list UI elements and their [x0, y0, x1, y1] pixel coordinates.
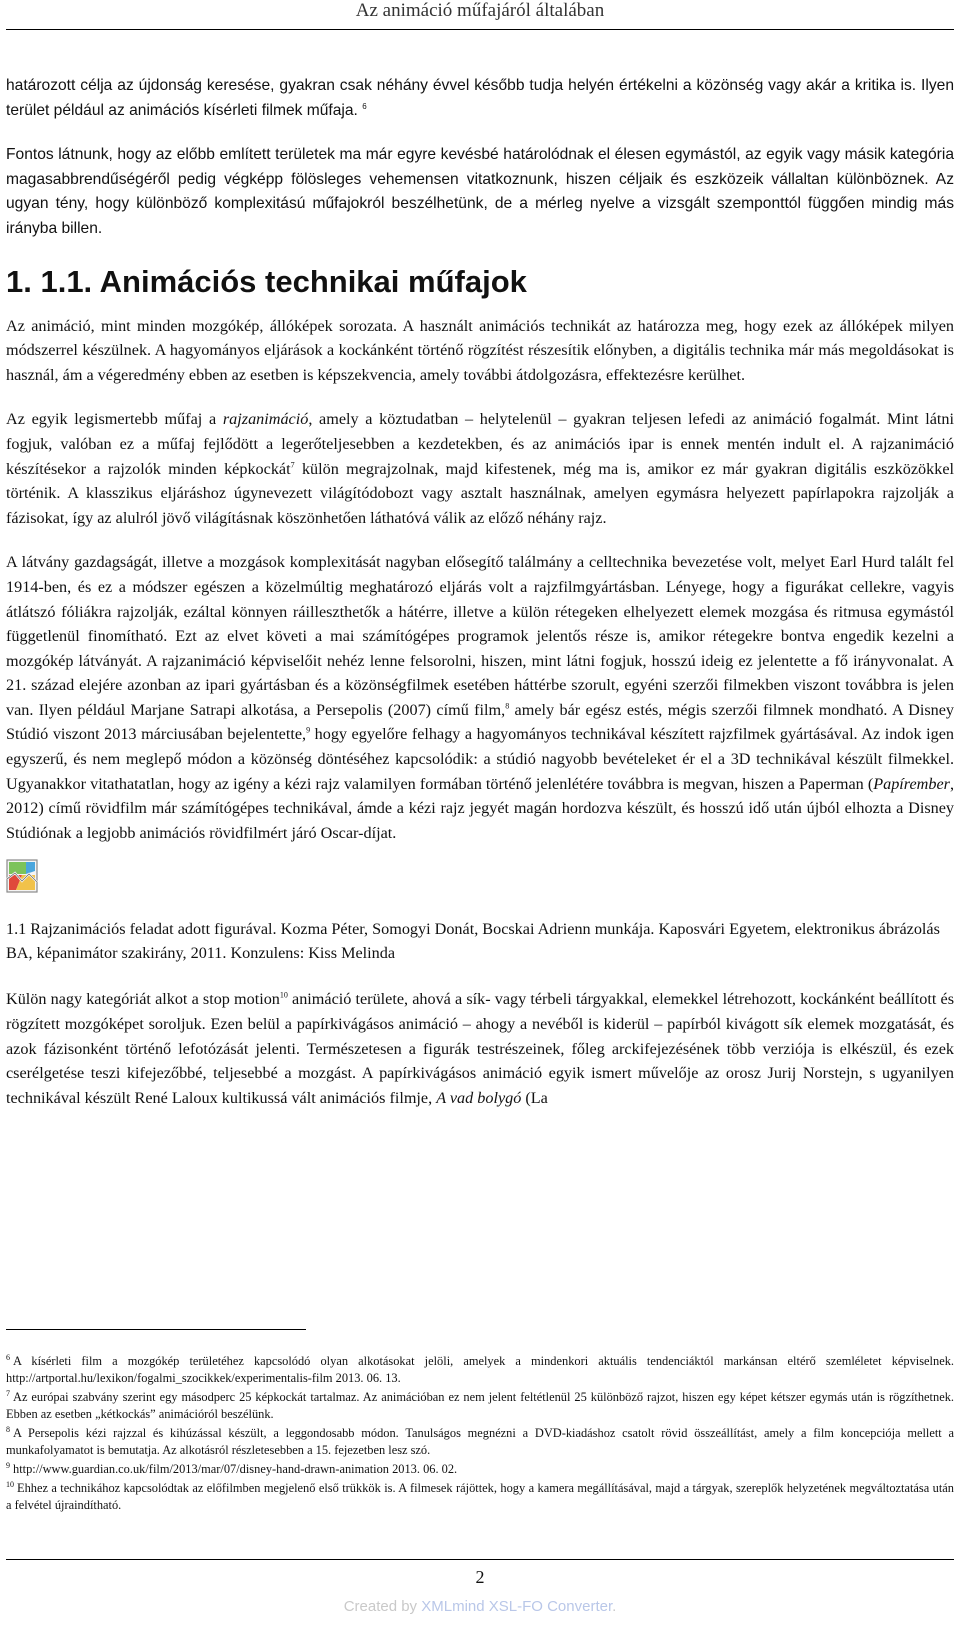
main-content	[6, 74, 954, 1110]
paragraph-3: Az animáció, mint minden mozgókép, állóképek sorozata. A használt animációs technikát az határozza meg, hogy ezek az állóképek milyen módszerrel készülnek. A hagyományos eljárások a kockánként történő rögzítést részesítik előnyben, a digitális technika már más megoldásokat is használ, ám a végeredmény ebben az esetben is képszekvencia, amely további átdolgozásra, effektezésre kerülhet.	[6, 316, 954, 384]
paragraph-5-text-b: amely bár egész estés, mégis szerzői filmnek mondható. A Disney Stúdió viszont 2013 márciusában bejelentette,	[6, 700, 954, 744]
footnote-text: Az európai szabvány szerint egy másodperc 25 képkockát tartalmaz. Az animációban ez nem jelent feltétlenül 25 különböző rajzot, hiszen egy képet kétszer egymás után is rögzíthetnek. Ebben az esetben „kétkockás” animációról beszélünk.	[6, 1390, 954, 1421]
credit-suffix: .	[612, 1598, 617, 1615]
paragraph-4-text-c: külön megrajzolnak, majd kifestenek, még ma is, amikor ez már gyakran digitális eszközökkel történik. A klasszikus eljáráshoz úgynevezett világítódobozt vagy asztalt használnak, amelyen egymásra helyezett papírlapokra rajzolják a fázisokat, így az alulról jövő világításnak köszönhetően láthatóvá válik az előző néhány rajz.	[6, 459, 954, 527]
credit-link[interactable]: XMLmind XSL-FO Converter	[421, 1598, 613, 1615]
page-number: 2	[475, 1567, 485, 1587]
footnote-text: A kísérleti film a mozgókép területéhez kapcsolódó olyan alkotásokat jelöli, amelyek a mindenkori aktuális tendenciáktól markánsan eltérő szemléletet képviselnek. http://artportal.hu/lexikon/fogalmi_szocikkek/experimentalis-film 2013. 06. 13.	[6, 1354, 954, 1385]
footnote-text: A Persepolis kézi rajzzal és kihúzással készült, a leggondosabb módon. Tanulságos megnézni a DVD-kiadáshoz csatolt rövid összeállítást, amely a film koncepciója mellett a munkafolyamatot is bemutatja. Az alkotásról részletesebben a 15. fejezetben lesz szó.	[6, 1426, 954, 1457]
paragraph-5	[6, 550, 954, 845]
footnote-ref-6[interactable]: 6	[362, 101, 367, 111]
paragraph-4-emphasis: rajzanimáció	[222, 410, 309, 429]
paragraph-4-text-b: , amely a köztudatban – helytelenül – gyakran teljesen lefedi az animáció fogalmát. Mint látni fogjuk, valóban ez a műfaj fejlődött a legerőteljesebben a kezdetekben, és az animációs ipar is ennek mentén indult el. A rajzanimáció készítésekor a rajzolók minden képkockát	[6, 410, 954, 478]
paragraph-4-text-a: Az egyik legismertebb műfaj a	[6, 410, 223, 429]
paragraph-1-text: határozott célja az újdonság keresése, gyakran csak néhány évvel később tudja helyén értékelni a közönség vagy akár a kritika is. Ilyen terület például az animációs kísérleti filmek műfaja.	[6, 77, 954, 119]
footnote-6	[6, 1353, 954, 1387]
paragraph-6	[6, 987, 954, 1110]
footnote-7	[6, 1389, 954, 1423]
paragraph-2: Fontos látnunk, hogy az előbb említett területek ma már egyre kevésbé határolódnak el élesen egymástól, az egyik vagy másik kategória magasabbrendűségéről pedig végképp fölösleges vehemensen vitatkoznunk, hiszen céljaik és eszközeik vállaltan különböznek. Az ugyan tény, hogy különböző komplexitású műfajokról beszélhetünk, de a mérleg nyelve a vizsgált szemponttól függően mindig más irányba billen.	[6, 146, 954, 237]
footnote-ref-7[interactable]: 7	[290, 460, 295, 470]
footer-rule	[6, 1559, 954, 1560]
broken-image-icon	[6, 859, 40, 895]
converter-credit	[0, 1598, 960, 1615]
footnote-number: 9	[6, 1460, 10, 1470]
footnote-separator	[6, 1329, 306, 1330]
footnote-9	[6, 1461, 954, 1478]
footnote-ref-8[interactable]: 8	[505, 701, 510, 711]
paragraph-5-text-d: , 2012) című rövidfilm már számítógépes technikával, ámde a kézi rajz jegyét magán hordozva készült, és hosszú idő után újból elhozta a Disney Stúdiónak a legjobb animációs rövidfilmért járó Oscar-díjat.	[6, 774, 954, 842]
figure-caption: 1.1 Rajzanimációs feladat adott figurával. Kozma Péter, Somogyi Donát, Bocskai Adrienn munkája. Kaposvári Egyetem, elektronikus ábrázolás BA, képanimátor szakirány, 2011. Konzulens: Kiss Melinda	[6, 920, 940, 963]
footnote-text[interactable]: http://www.guardian.co.uk/film/2013/mar/07/disney-hand-drawn-animation 2013. 06. 02.	[13, 1462, 458, 1476]
paragraph-6-text-a: Külön nagy kategóriát alkot a stop motion	[6, 990, 280, 1009]
footnote-number: 8	[6, 1424, 10, 1434]
paragraph-6-text-b: animáció területe, ahová a sík- vagy térbeli tárgyakkal, elemekkel létrehozott, kockánként beállított és rögzített mozgóképet soroljuk. Ezen belül a papírkivágásos animáció – ahogy a nevéből is kiderül – papírból kivágott sík elemek mozgatását, és azok fázisonként történő lefotózását jelenti. Természetesen a figurák testrészeinek, főleg arckifejezésének több verziója is elkészül, és ezek cserélgetése teszi kifejezőbbé, teljesebbé a mozgást. A papírkivágásos animáció egyik ismert művelője az orosz Jurij Norstejn, s ugyanilyen technikával készült René Laloux kultikussá vált animációs filmje,	[6, 990, 954, 1107]
running-header: Az animáció műfajáról általában	[355, 0, 605, 21]
footnote-number: 10	[6, 1479, 14, 1489]
footnote-number: 7	[6, 1388, 10, 1398]
footnote-8	[6, 1425, 954, 1459]
paragraph-6-text-c: (La	[521, 1088, 548, 1107]
paragraph-4	[6, 407, 954, 530]
paragraph-5-text-a: A látvány gazdagságát, illetve a mozgások komplexitását nagyban elősegítő találmány a celltechnika bevezetése volt, melyet Earl Hurd talált fel 1914-ben, és ez a módszer egészen a közelmúltig meghatározó eljárás volt a rajzfilmgyártásban. Lényege, hogy a figurákat cellekre, vagyis átlátszó fóliákra rajzolják, ezáltal könnyen ráilleszthetők a hátérre, illetve a külön rétegeken elhelyezett elemek mozgása és ritmusa egymástól függetlenül finomítható. Ezt az elvet követi a mai számítógépes programok jelentős része is, amikor rétegekre bontva engedik kezelni a mozgókép látványát. A rajzanimáció képviselőit nehéz lenne felsorolni, hiszen, mint látni fogjuk, hosszú ideig ez jelentette a fő irányvonalat. A 21. század elejére azonban az ipari gyártásban és a közönségfilmek esetében háttérbe szorult, egyéni szerzői filmekben viszont továbbra is jelen van. Ilyen például Marjane Satrapi alkotása, a Persepolis (2007) című film,	[6, 553, 954, 719]
footnote-number: 6	[6, 1352, 10, 1362]
footnote-ref-10[interactable]: 10	[279, 991, 288, 1001]
credit-prefix: Created by	[343, 1598, 422, 1615]
footnote-10	[6, 1480, 954, 1514]
footnotes	[6, 1353, 954, 1516]
footnote-text: Ehhez a technikához kapcsolódtak az előfilmben megjelenő első trükkök is. A filmesek rájöttek, hogy a kamera megállításával, majd a tárgyak, szereplők helyzetének megváltoztatása után a felvétel újraindítható.	[6, 1481, 954, 1512]
footnote-ref-9[interactable]: 9	[306, 726, 311, 736]
paragraph-1	[6, 74, 954, 123]
paragraph-5-emphasis: Papírember	[873, 774, 950, 793]
header-rule	[6, 29, 954, 30]
section-heading: 1. 1.1. Animációs technikai műfajok	[6, 263, 527, 299]
paragraph-5-text-c: hogy egyelőre felhagy a hagyományos technikával készített rajzfilmek gyártásával. Az indok igen egyszerű, és nem meglepő módon a közönség döntéséhez kapcsolódik: a stúdió nagyobb bevételeket ér el a 3D technikával készült filmekkel. Ugyanakkor vitathatatlan, hogy az igény a kézi rajz valamilyen formában történő jelenlétére továbbra is megvan, hiszen a Paperman (	[6, 725, 954, 793]
paragraph-6-emphasis: A vad bolygó	[436, 1088, 522, 1107]
